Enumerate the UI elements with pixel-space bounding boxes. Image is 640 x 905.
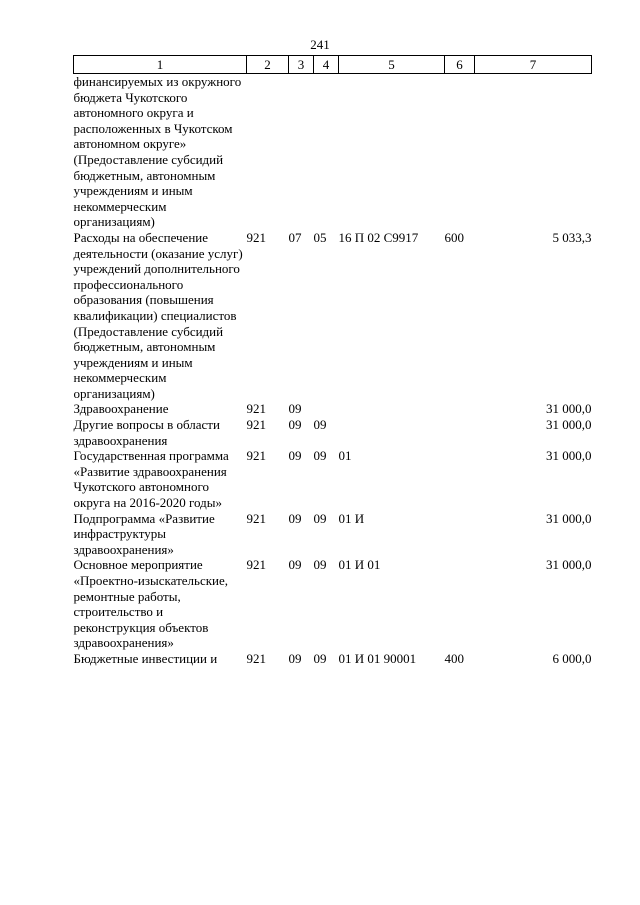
row-rz: 09: [288, 448, 302, 464]
row-rz: 09: [288, 401, 302, 417]
row-name: Другие вопросы в области здравоохранения: [73, 417, 220, 448]
row-amount: 31 000,0: [546, 510, 592, 526]
column-header-3: 3: [289, 56, 314, 74]
row-ved: 921: [246, 448, 266, 464]
row-ved: 921: [246, 650, 266, 666]
budget-table: [73, 55, 592, 667]
row-name: финансируемых из окружного бюджета Чукотского автономного округа и расположенных в Чукотском автономном округе» (Предоставление субсидий бюджетным, автономным учреждениям и иным некоммерческим организациям): [73, 74, 242, 230]
row-csr: 01 И: [338, 510, 365, 526]
page-number: 241: [310, 37, 330, 52]
table-header-row: [74, 56, 592, 74]
row-ved: 921: [246, 229, 266, 245]
row-vr: 400: [444, 650, 464, 666]
row-pr: 09: [313, 448, 327, 464]
row-pr: [314, 401, 339, 417]
row-ved: 921: [246, 510, 266, 526]
row-amount: 5 033,3: [552, 229, 592, 245]
row-pr: [314, 74, 339, 230]
row-csr: 01 И 01: [338, 557, 381, 573]
column-header-4: 4: [314, 56, 339, 74]
table-row: [74, 401, 592, 417]
row-ved: [247, 74, 289, 230]
column-header-5: 5: [339, 56, 445, 74]
row-ved: 921: [246, 417, 266, 433]
row-pr: 09: [313, 510, 327, 526]
table-row: [74, 74, 592, 230]
row-vr: [445, 401, 475, 417]
table-row: [74, 230, 592, 402]
row-vr: [445, 448, 475, 510]
row-name: Здравоохранение: [73, 401, 169, 417]
row-rz: 09: [288, 650, 302, 666]
row-name: Подпрограмма «Развитие инфраструктуры здравоохранения»: [73, 510, 215, 557]
table-row: [74, 448, 592, 510]
row-csr: 01 И 01 90001: [338, 650, 417, 666]
table-row: [74, 557, 592, 651]
row-amount: 31 000,0: [546, 417, 592, 433]
row-vr: [445, 417, 475, 448]
row-vr: 600: [444, 229, 464, 245]
row-csr: [339, 401, 445, 417]
row-pr: 09: [313, 557, 327, 573]
table-row: [74, 651, 592, 667]
row-csr: 01: [338, 448, 352, 464]
table-row: [74, 511, 592, 558]
row-vr: [445, 511, 475, 558]
row-amount: 31 000,0: [546, 448, 592, 464]
row-name: Основное мероприятие «Проектно-изыскательские, ремонтные работы, строительство и реконструкция объектов здравоохранения»: [73, 557, 229, 651]
row-ved: 921: [246, 557, 266, 573]
row-rz: [289, 74, 314, 230]
row-csr: [339, 74, 445, 230]
row-pr: 09: [313, 417, 327, 433]
column-header-1: 1: [74, 56, 247, 74]
row-pr: 09: [313, 650, 327, 666]
row-amount: [475, 74, 592, 230]
row-rz: 09: [288, 557, 302, 573]
row-vr: [445, 557, 475, 651]
row-amount: 6 000,0: [552, 650, 592, 666]
row-ved: 921: [246, 401, 266, 417]
column-header-6: 6: [445, 56, 475, 74]
row-pr: 05: [313, 229, 327, 245]
row-csr: [339, 417, 445, 448]
row-vr: [445, 74, 475, 230]
row-name: Расходы на обеспечение деятельности (оказание услуг) учреждений дополнительного профессионального образования (повышения квалификации) специалистов (Предоставление субсидий бюджетным, автономным учреждениям и иным некоммерческим организациям): [73, 229, 243, 401]
row-amount: 31 000,0: [546, 401, 592, 417]
row-csr: 16 П 02 С9917: [338, 229, 419, 245]
row-name: Государственная программа «Развитие здравоохранения Чукотского автономного округа на 2016-2020 годы»: [73, 448, 229, 511]
row-rz: 09: [288, 417, 302, 433]
row-name: Бюджетные инвестиции и: [73, 650, 218, 666]
column-header-7: 7: [475, 56, 592, 74]
row-amount: 31 000,0: [546, 557, 592, 573]
table-row: [74, 417, 592, 448]
row-rz: 09: [288, 510, 302, 526]
row-rz: 07: [288, 229, 302, 245]
column-header-2: 2: [247, 56, 289, 74]
